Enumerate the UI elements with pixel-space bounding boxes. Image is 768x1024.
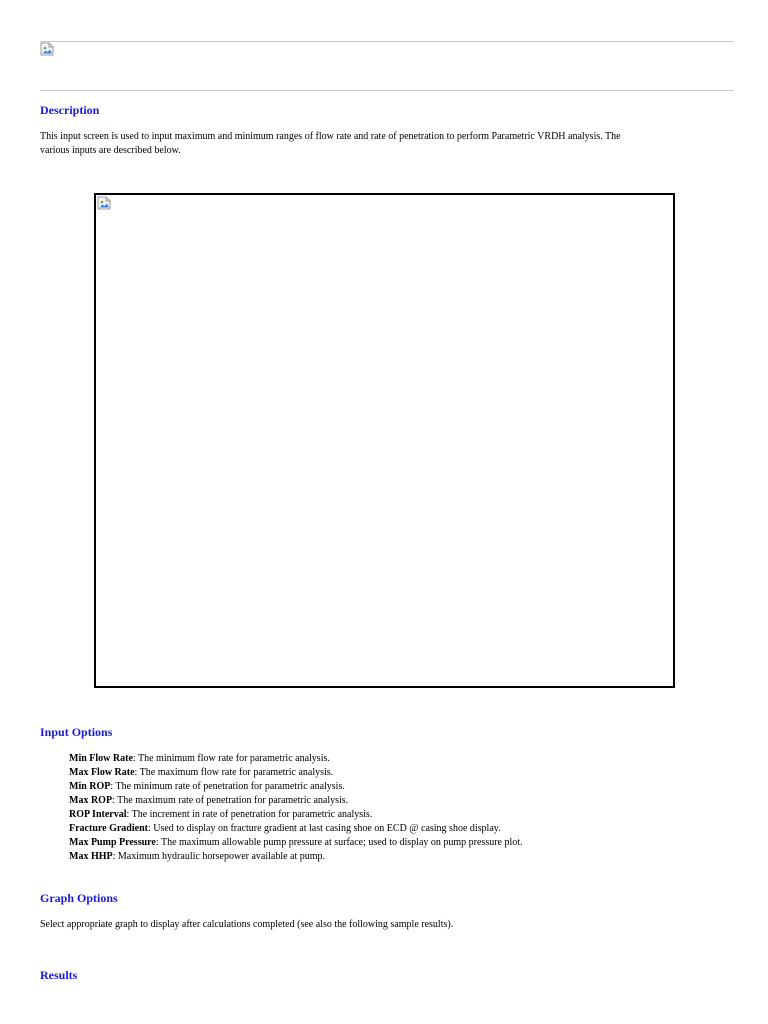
list-item — [69, 822, 523, 836]
option-term: Max Flow Rate — [69, 767, 135, 778]
list-item — [69, 794, 523, 808]
option-desc: : Maximum hydraulic horsepower available at pump. — [112, 851, 326, 862]
broken-image-icon — [40, 42, 54, 56]
option-term: ROP Interval — [69, 809, 127, 820]
option-desc: : Used to display on fracture gradient at last casing shoe on ECD @ casing shoe display. — [147, 823, 501, 834]
option-term: Max HHP — [69, 851, 113, 862]
option-term: Max Pump Pressure — [69, 837, 156, 848]
results-heading: Results — [40, 968, 78, 982]
input-options-heading: Input Options — [40, 725, 113, 739]
description-text — [40, 130, 740, 157]
input-screen-image — [94, 193, 675, 688]
option-desc: : The maximum flow rate for parametric analysis. — [134, 767, 334, 778]
option-term: Fracture Gradient — [69, 823, 148, 834]
list-item — [69, 766, 523, 780]
description-line-2: various inputs are described below. — [40, 144, 181, 156]
list-item — [69, 752, 523, 766]
graph-options-heading: Graph Options — [40, 891, 118, 905]
option-desc: : The minimum rate of penetration for parametric analysis. — [110, 781, 345, 792]
list-item — [69, 780, 523, 794]
description-line-1: This input screen is used to input maximum and minimum ranges of flow rate and rate of penetration to perform Parametric VRDH analysis. The — [40, 131, 621, 142]
description-heading: Description — [40, 103, 100, 117]
option-desc: : The minimum flow rate for parametric analysis. — [132, 753, 330, 764]
option-term: Max ROP — [69, 795, 113, 806]
option-desc: : The maximum allowable pump pressure at surface; used to display on pump pressure plot. — [155, 837, 523, 848]
option-term: Min Flow Rate — [69, 753, 133, 764]
graph-options-text: Select appropriate graph to display after calculations completed (see also the following sample results). — [40, 919, 454, 930]
header-banner-image — [40, 41, 734, 91]
input-options-list — [69, 752, 523, 864]
option-desc: : The maximum rate of penetration for parametric analysis. — [112, 795, 349, 806]
broken-image-icon — [97, 196, 111, 210]
list-item — [69, 836, 523, 850]
option-desc: : The increment in rate of penetration for parametric analysis. — [126, 809, 373, 820]
list-item — [69, 808, 523, 822]
list-item — [69, 850, 523, 864]
option-term: Min ROP — [69, 781, 111, 792]
